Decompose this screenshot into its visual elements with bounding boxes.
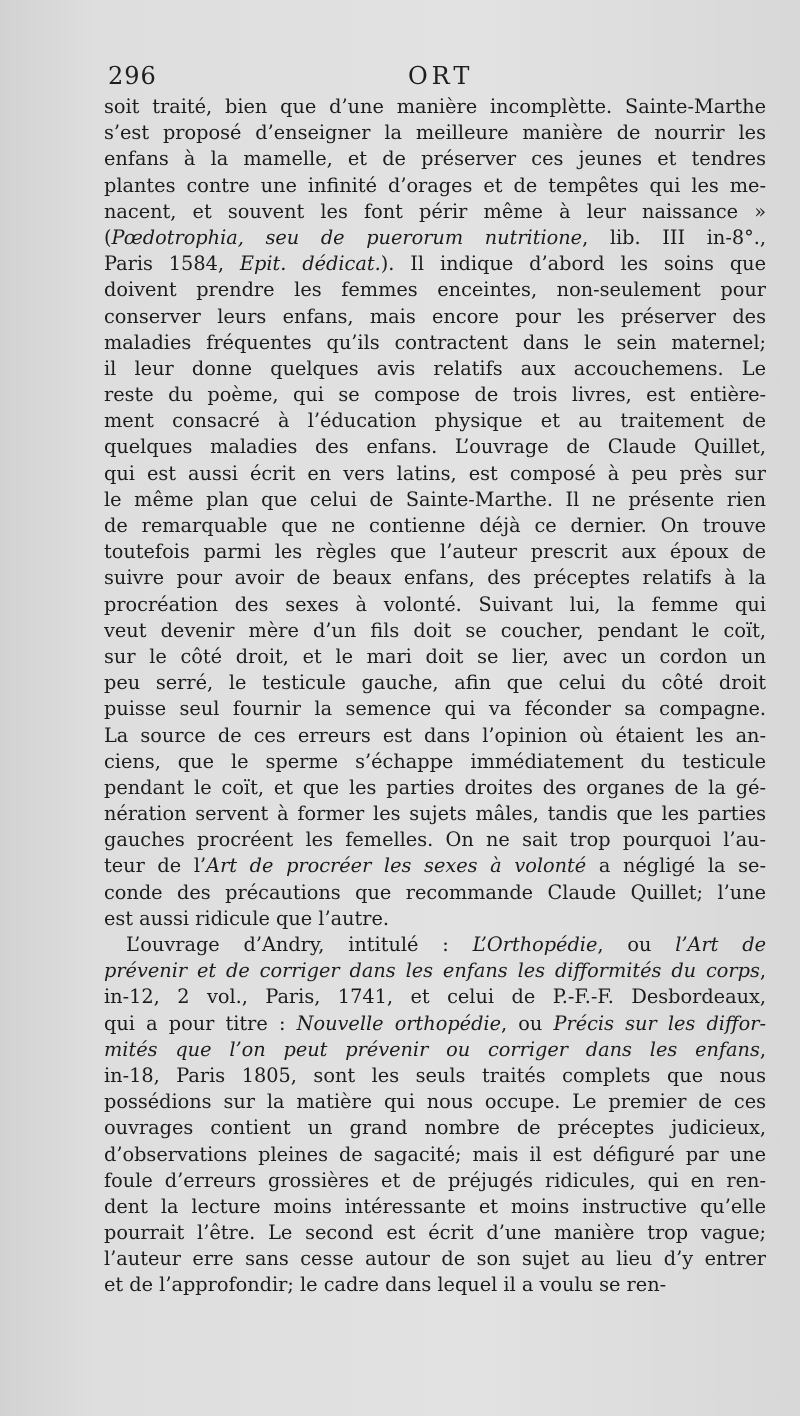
text-line — [104, 382, 766, 408]
text-segment: gauches procréent les femelles. On ne sait trop pourquoi l’au- — [104, 828, 766, 852]
text-line — [104, 251, 766, 277]
text-line — [104, 618, 766, 644]
italic-text: Epit. dédicat. — [239, 252, 381, 276]
text-segment: doivent prendre les femmes enceintes, non-seulement pour — [104, 278, 766, 302]
text-line — [104, 277, 766, 303]
text-line — [104, 1011, 766, 1037]
text-line — [104, 592, 766, 618]
text-segment: s’est proposé d’enseigner la meilleure manière de nourrir les — [104, 121, 766, 145]
text-line — [104, 1220, 766, 1246]
text-line — [104, 880, 766, 906]
text-segment: est aussi ridicule que l’autre. — [104, 906, 390, 930]
text-segment: soit traité, bien que d’une manière incomplètte. Sainte-Marthe — [104, 95, 766, 118]
text-segment: veut devenir mère d’un fils doit se coucher, pendant le coït, — [104, 618, 766, 642]
text-segment: ( — [104, 225, 112, 249]
body-text — [104, 94, 766, 1299]
text-line — [104, 984, 766, 1010]
text-line — [104, 1272, 766, 1298]
text-segment: plantes contre une infinité d’orages et de tempêtes qui les me- — [104, 173, 766, 197]
text-line — [104, 775, 766, 801]
text-line — [104, 853, 766, 879]
text-line — [104, 958, 766, 984]
page-header — [108, 62, 768, 96]
text-line — [104, 173, 766, 199]
text-segment: peu serré, le testicule gauche, afin que celui du côté droit — [104, 671, 766, 695]
text-segment: procréation des sexes à volonté. Suivant lui, la femme qui — [104, 592, 766, 616]
text-line — [104, 513, 766, 539]
text-line — [104, 1194, 766, 1220]
text-segment: a négligé la se- — [586, 854, 766, 878]
text-line — [104, 1037, 766, 1063]
text-segment: de remarquable que ne contienne déjà ce dernier. On trouve — [104, 514, 766, 537]
text-segment: pourrait l’être. Le second est écrit d’une manière trop vague; — [104, 1221, 766, 1245]
italic-text: Art de procréer les sexes à volonté — [206, 854, 587, 878]
text-segment: le même plan que celui de Sainte-Marthe. Il ne présente rien — [104, 487, 766, 511]
text-segment: dent la lecture moins intéressante et moins instructive qu’elle — [104, 1194, 766, 1218]
text-line — [104, 696, 766, 722]
text-segment: ciens, que le sperme s’échappe immédiatement du testicule — [104, 749, 766, 773]
text-segment: pendant le coït, et que les parties droites des organes de la gé- — [104, 775, 766, 799]
text-segment: suivre pour avoir de beaux enfans, des préceptes relatifs à la — [104, 566, 766, 590]
text-segment: foule d’erreurs grossières et de préjugés ridicules, qui en ren- — [104, 1168, 766, 1192]
text-segment: puisse seul fournir la semence qui va féconder sa compagne. — [104, 697, 766, 721]
text-segment: sur le côté droit, et le mari doit se lier, avec un cordon un — [104, 644, 766, 668]
text-line — [104, 565, 766, 591]
italic-text: Précis sur les diffor- — [553, 1011, 766, 1035]
text-segment: Paris 1584, — [104, 252, 240, 276]
text-segment: il leur donne quelques avis relatifs aux accouchemens. Le — [104, 356, 766, 380]
page-number: 296 — [108, 62, 157, 90]
text-line — [104, 199, 766, 225]
text-line — [104, 487, 766, 513]
text-line — [104, 304, 766, 330]
italic-text: mités que l’on peut prévenir ou corriger dans les enfans — [104, 1037, 760, 1061]
text-line — [104, 330, 766, 356]
text-segment: l’auteur erre sans cesse autour de son sujet au lieu d’y entrer — [104, 1247, 766, 1271]
text-segment: , — [759, 1037, 766, 1061]
italic-text: Nouvelle orthopédie — [296, 1011, 502, 1035]
text-segment: enfans à la mamelle, et de préserver ces jeunes et tendres — [104, 147, 766, 171]
text-line — [104, 146, 766, 172]
text-line — [104, 434, 766, 460]
text-segment: ouvrages contient un grand nombre de préceptes judicieux, — [104, 1116, 766, 1140]
text-segment: qui a pour titre : — [104, 1011, 297, 1035]
text-segment: nération servent à former les sujets mâles, tandis que les parties — [104, 802, 766, 826]
text-line — [104, 749, 766, 775]
text-line — [104, 1063, 766, 1089]
text-line — [104, 120, 766, 146]
text-segment: quelques maladies des enfans. L’ouvrage de Claude Quillet, — [104, 435, 766, 459]
text-segment: in-12, 2 vol., Paris, 1741, et celui de P.-F.-F. Desbordeaux, — [104, 985, 766, 1009]
text-line — [104, 1115, 766, 1141]
text-segment: , — [759, 959, 766, 983]
text-segment: , lib. III in-8°., — [582, 225, 766, 249]
text-line — [104, 801, 766, 827]
text-segment: nacent, et souvent les font périr même à leur naissance » — [104, 199, 766, 223]
text-segment: in-18, Paris 1805, sont les seuls traités complets que nous — [104, 1063, 766, 1087]
text-line — [104, 644, 766, 670]
text-line — [104, 670, 766, 696]
text-line — [104, 1246, 766, 1272]
text-segment: conde des précautions que recommande Claude Quillet; l’une — [104, 880, 766, 904]
text-segment: ment consacré à l’éducation physique et au traitement de — [104, 409, 766, 433]
italic-text: l’Art de — [675, 933, 766, 956]
text-segment: , ou — [597, 933, 676, 956]
italic-text: Pœdotrophia, seu de puerorum nutritione — [111, 225, 583, 249]
text-line — [104, 1142, 766, 1168]
text-segment: La source de ces erreurs est dans l’opinion où étaient les an- — [104, 723, 766, 747]
text-segment: d’observations pleines de sagacité; mais il est défiguré par une — [104, 1142, 766, 1166]
text-line — [104, 932, 766, 958]
text-line — [104, 225, 766, 251]
text-line — [104, 356, 766, 382]
text-segment: , ou — [501, 1011, 554, 1035]
text-segment: et de l’approfondir; le cadre dans lequel il a voulu se ren- — [104, 1273, 667, 1297]
text-segment: toutefois parmi les règles que l’auteur prescrit aux époux de — [104, 540, 766, 564]
running-head: ORT — [408, 62, 474, 90]
italic-text: L’Orthopédie — [472, 933, 598, 956]
italic-text: prévenir et de corriger dans les enfans les difformités du corps — [104, 959, 760, 983]
text-line — [104, 1089, 766, 1115]
text-line — [104, 827, 766, 853]
text-segment: reste du poème, qui se compose de trois livres, est entière- — [104, 383, 766, 407]
text-line — [104, 539, 766, 565]
text-segment: conserver leurs enfans, mais encore pour les préserver des — [104, 304, 766, 328]
text-line — [104, 461, 766, 487]
text-segment: L’ouvrage d’Andry, intitulé : — [126, 933, 473, 956]
text-line — [104, 94, 766, 120]
text-line — [104, 906, 766, 932]
text-line — [104, 723, 766, 749]
text-segment: qui est aussi écrit en vers latins, est composé à peu près sur — [104, 461, 766, 485]
text-line — [104, 1168, 766, 1194]
text-segment: possédions sur la matière qui nous occupe. Le premier de ces — [104, 1090, 766, 1114]
text-line — [104, 408, 766, 434]
text-segment: ). Il indique d’abord les soins que — [380, 252, 766, 276]
text-segment: teur de l’ — [104, 854, 207, 878]
text-segment: maladies fréquentes qu’ils contractent dans le sein maternel; — [104, 330, 766, 354]
